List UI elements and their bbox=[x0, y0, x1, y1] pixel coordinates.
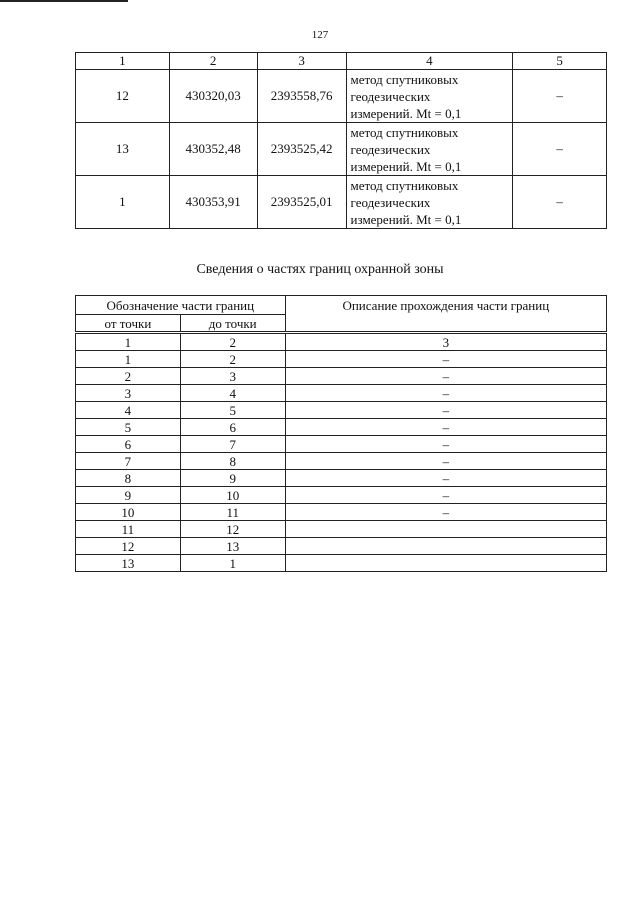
to-point: 2 bbox=[180, 351, 285, 368]
from-point: 10 bbox=[76, 504, 181, 521]
to-point: 5 bbox=[180, 402, 285, 419]
to-point: 9 bbox=[180, 470, 285, 487]
to-point: 8 bbox=[180, 453, 285, 470]
to-point: 7 bbox=[180, 436, 285, 453]
x-coordinate: 430352,48 bbox=[169, 123, 257, 176]
from-point: 6 bbox=[76, 436, 181, 453]
part-description bbox=[285, 521, 606, 538]
header-designation: Обозначение части границ bbox=[76, 296, 286, 315]
point-number: 13 bbox=[76, 123, 170, 176]
column-number: 1 bbox=[76, 53, 170, 70]
point-number: 1 bbox=[76, 176, 170, 229]
note: – bbox=[513, 176, 607, 229]
note: – bbox=[513, 70, 607, 123]
part-description: – bbox=[285, 419, 606, 436]
method-line: измерений. Mt = 0,1 bbox=[350, 211, 462, 227]
from-point: 3 bbox=[76, 385, 181, 402]
part-description: – bbox=[285, 351, 606, 368]
to-point: 1 bbox=[180, 555, 285, 572]
from-point: 11 bbox=[76, 521, 181, 538]
part-description: – bbox=[285, 402, 606, 419]
table-row bbox=[76, 521, 607, 538]
method-line: метод спутниковых bbox=[350, 71, 459, 87]
table-row bbox=[76, 504, 607, 521]
y-coordinate: 2393558,76 bbox=[257, 70, 346, 123]
boundary-parts-table bbox=[75, 295, 607, 572]
method-line: метод спутниковых bbox=[350, 177, 459, 193]
header-description: Описание прохождения части границ bbox=[285, 296, 606, 333]
method-line: геодезических bbox=[350, 194, 431, 210]
from-point: 7 bbox=[76, 453, 181, 470]
part-description: – bbox=[285, 385, 606, 402]
method-description bbox=[346, 70, 513, 123]
table-row bbox=[76, 70, 607, 123]
table-row bbox=[76, 351, 607, 368]
table-row bbox=[76, 555, 607, 572]
from-point: 4 bbox=[76, 402, 181, 419]
table-row bbox=[76, 368, 607, 385]
method-line: измерений. Mt = 0,1 bbox=[350, 158, 462, 174]
method-description bbox=[346, 176, 513, 229]
x-coordinate: 430320,03 bbox=[169, 70, 257, 123]
to-point: 3 bbox=[180, 368, 285, 385]
to-point: 4 bbox=[180, 385, 285, 402]
from-point: 13 bbox=[76, 555, 181, 572]
column-number: 4 bbox=[346, 53, 513, 70]
table-row bbox=[76, 402, 607, 419]
part-description: – bbox=[285, 453, 606, 470]
to-point: 12 bbox=[180, 521, 285, 538]
table-row bbox=[76, 538, 607, 555]
method-description bbox=[346, 123, 513, 176]
column-number-row bbox=[76, 333, 607, 351]
table-row bbox=[76, 176, 607, 229]
table-row bbox=[76, 487, 607, 504]
table-row bbox=[76, 385, 607, 402]
part-description: – bbox=[285, 470, 606, 487]
column-number: 3 bbox=[257, 53, 346, 70]
column-number: 5 bbox=[513, 53, 607, 70]
from-point: 1 bbox=[76, 351, 181, 368]
point-number: 12 bbox=[76, 70, 170, 123]
column-number: 3 bbox=[285, 333, 606, 351]
table-row bbox=[76, 123, 607, 176]
table-row bbox=[76, 419, 607, 436]
method-line: метод спутниковых bbox=[350, 124, 459, 140]
part-description: – bbox=[285, 487, 606, 504]
column-number-row bbox=[76, 53, 607, 70]
header-from-point: от точки bbox=[76, 315, 181, 333]
from-point: 2 bbox=[76, 368, 181, 385]
table-row bbox=[76, 470, 607, 487]
to-point: 10 bbox=[180, 487, 285, 504]
part-description: – bbox=[285, 436, 606, 453]
method-line: геодезических bbox=[350, 141, 431, 157]
part-description bbox=[285, 555, 606, 572]
from-point: 5 bbox=[76, 419, 181, 436]
method-line: измерений. Mt = 0,1 bbox=[350, 105, 462, 121]
to-point: 11 bbox=[180, 504, 285, 521]
coordinates-table bbox=[75, 52, 607, 229]
column-number: 2 bbox=[180, 333, 285, 351]
to-point: 6 bbox=[180, 419, 285, 436]
section-title: Сведения о частях границ охранной зоны bbox=[196, 262, 444, 277]
table-row bbox=[76, 436, 607, 453]
method-line: геодезических bbox=[350, 88, 431, 104]
header-to-point: до точки bbox=[180, 315, 285, 333]
column-number: 1 bbox=[76, 333, 181, 351]
page-number: 127 bbox=[311, 29, 329, 41]
header-row bbox=[76, 296, 607, 315]
note: – bbox=[513, 123, 607, 176]
x-coordinate: 430353,91 bbox=[169, 176, 257, 229]
scan-corner-mark bbox=[0, 0, 128, 2]
y-coordinate: 2393525,42 bbox=[257, 123, 346, 176]
part-description bbox=[285, 538, 606, 555]
from-point: 12 bbox=[76, 538, 181, 555]
from-point: 8 bbox=[76, 470, 181, 487]
part-description: – bbox=[285, 504, 606, 521]
to-point: 13 bbox=[180, 538, 285, 555]
table-row bbox=[76, 453, 607, 470]
column-number: 2 bbox=[169, 53, 257, 70]
from-point: 9 bbox=[76, 487, 181, 504]
y-coordinate: 2393525,01 bbox=[257, 176, 346, 229]
part-description: – bbox=[285, 368, 606, 385]
